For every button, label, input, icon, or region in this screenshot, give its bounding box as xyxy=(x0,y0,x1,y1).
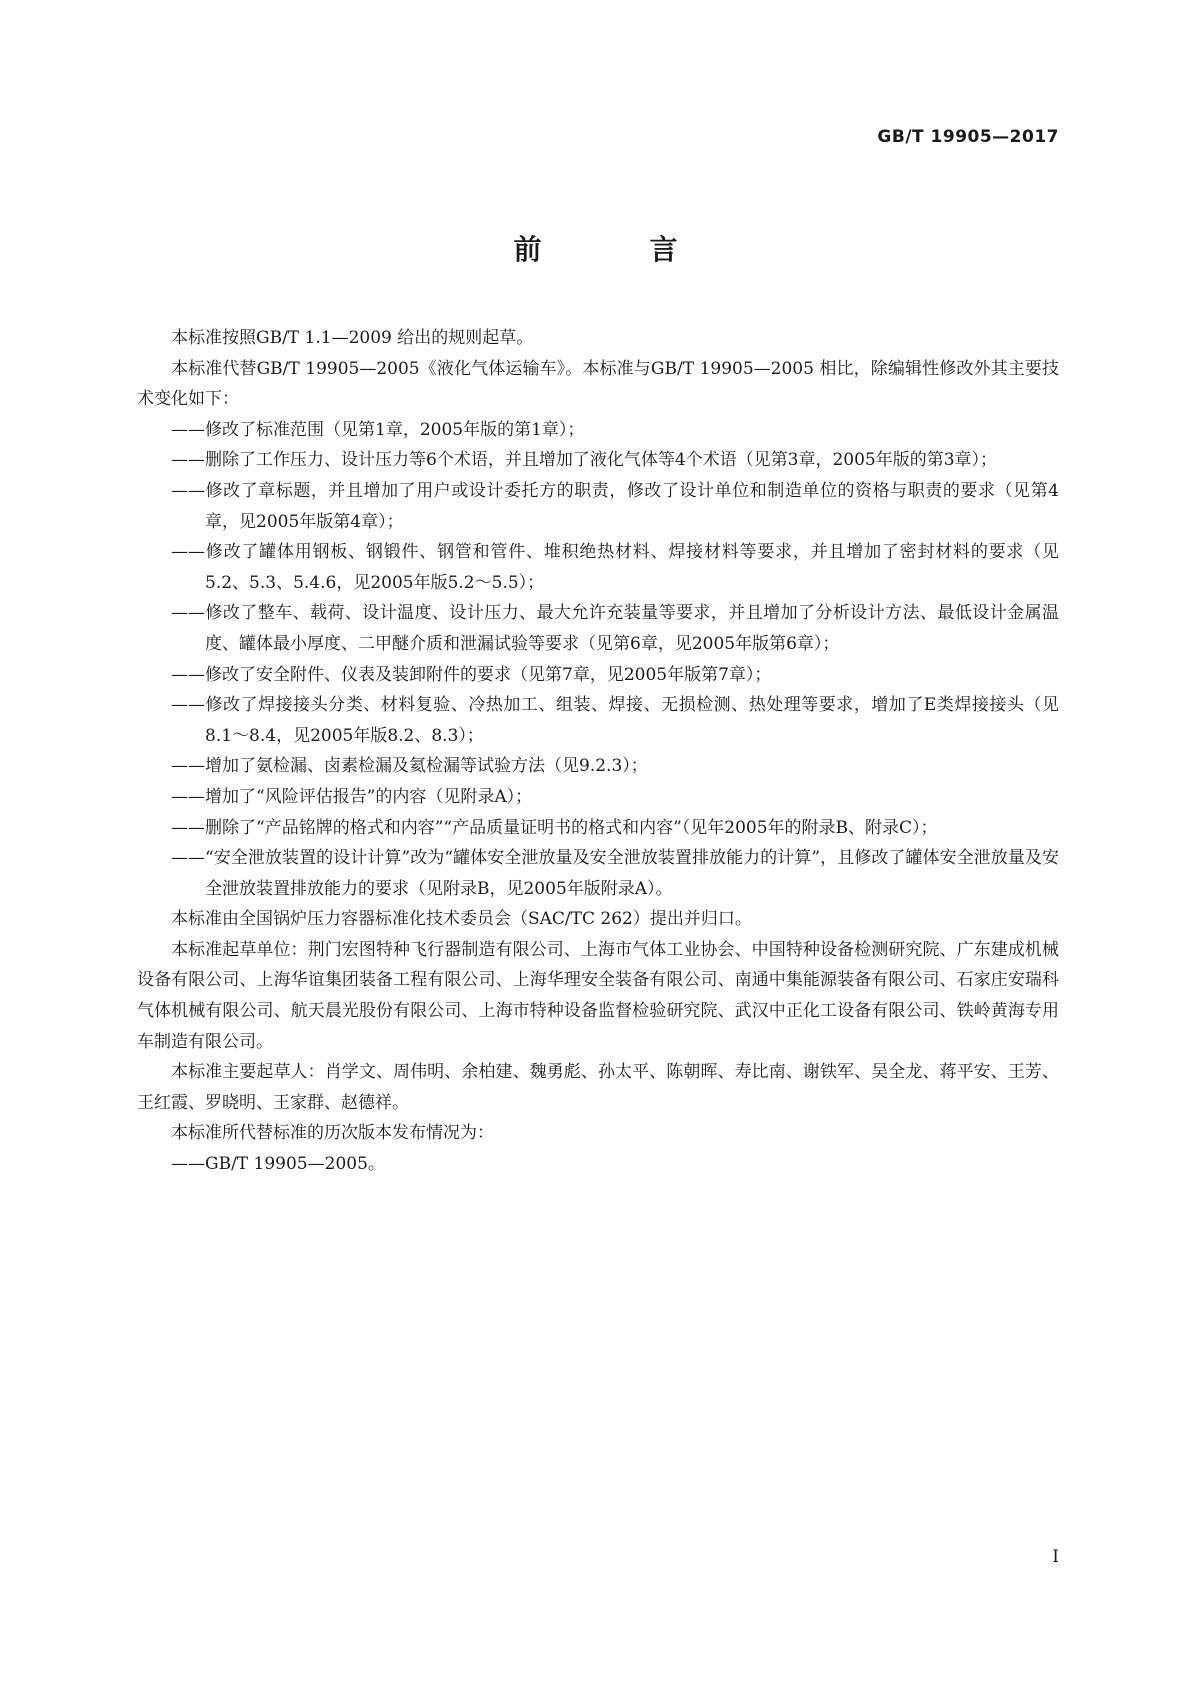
change-item: ——删除了工作压力、设计压力等6个术语，并且增加了液化气体等4个术语（见第3章，2005年版的第3章）； xyxy=(171,450,998,471)
paragraph-drafting-units: 本标准起草单位：荆门宏图特种飞行器制造有限公司、上海市气体工业协会、中国特种设备检测研究院、广东建成机械设备有限公司、上海华谊集团装备工程有限公司、上海华理安全装备有限公司、南通中集能源装备有限公司、石家庄安瑞科气体机械有限公司、航天晨光股份有限公司、上海市特种设备监督检验研究院、武汉中正化工设备有限公司、铁岭黄海专用车制造有限公司。 xyxy=(137,939,1059,1052)
change-item: ——删除了“产品铭牌的格式和内容”“产品质量证明书的格式和内容”（见年2005年的附录B、附录C）； xyxy=(171,817,938,838)
paragraph-history-intro: 本标准所代替标准的历次版本发布情况为： xyxy=(171,1123,494,1144)
standard-code: GB/T 19905—2017 xyxy=(877,127,1059,147)
change-item: ——修改了罐体用钢板、钢锻件、钢管和管件、堆积绝热材料、焊接材料等要求，并且增加了密封材料的要求（见5.2、5.3、5.4.6，见2005年版5.2～5.5）； xyxy=(171,542,1059,593)
paragraph-replacement: 本标准代替GB/T 19905—2005《液化气体运输车》。本标准与GB/T 19905—2005 相比，除编辑性修改外其主要技术变化如下： xyxy=(137,358,1059,410)
change-item: ——修改了整车、载荷、设计温度、设计压力、最大允许充装量等要求，并且增加了分析设计方法、最低设计金属温度、罐体最小厚度、二甲醚介质和泄漏试验等要求（见第6章，见2005年版第6章）； xyxy=(171,603,1059,654)
change-item: ——增加了氨检漏、卤素检漏及氦检漏等试验方法（见9.2.3）； xyxy=(171,756,648,777)
change-item: ——修改了章标题，并且增加了用户或设计委托方的职责，修改了设计单位和制造单位的资格与职责的要求（见第4章，见2005年版第4章）； xyxy=(171,480,1059,532)
page-number: I xyxy=(1052,1547,1059,1567)
document-body xyxy=(137,323,1059,1180)
paragraph-drafters: 本标准主要起草人：肖学文、周伟明、余柏建、魏勇彪、孙太平、陈朝晖、寿比南、谢铁军、吴全龙、蒋平安、王芳、王红霞、罗晓明、王家群、赵德祥。 xyxy=(137,1062,1059,1113)
change-item: ——修改了焊接接头分类、材料复验、冷热加工、组装、焊接、无损检测、热处理等要求，增加了E类焊接接头（见8.1～8.4，见2005年版8.2、8.3）； xyxy=(171,695,1059,746)
paragraph-drafting-rules: 本标准按照GB/T 1.1—2009 给出的规则起草。 xyxy=(171,328,534,348)
page-title: 前 言 xyxy=(513,233,718,266)
change-item: ——修改了标准范围（见第1章，2005年版的第1章）； xyxy=(171,419,585,440)
change-item: ——修改了安全附件、仪表及装卸附件的要求（见第7章，见2005年版第7章）； xyxy=(171,664,772,685)
paragraph-proposer: 本标准由全国锅炉压力容器标准化技术委员会（SAC/TC 262）提出并归口。 xyxy=(171,909,752,930)
change-item: ——“安全泄放装置的设计计算”改为“罐体安全泄放量及安全泄放装置排放能力的计算”，且修改了罐体安全泄放量及安全泄放装置排放能力的要求（见附录B，见2005年版附录A）。 xyxy=(171,848,1059,899)
change-item: ——增加了“风险评估报告”的内容（见附录A）； xyxy=(171,786,533,807)
history-item: ——GB/T 19905—2005。 xyxy=(171,1154,385,1175)
